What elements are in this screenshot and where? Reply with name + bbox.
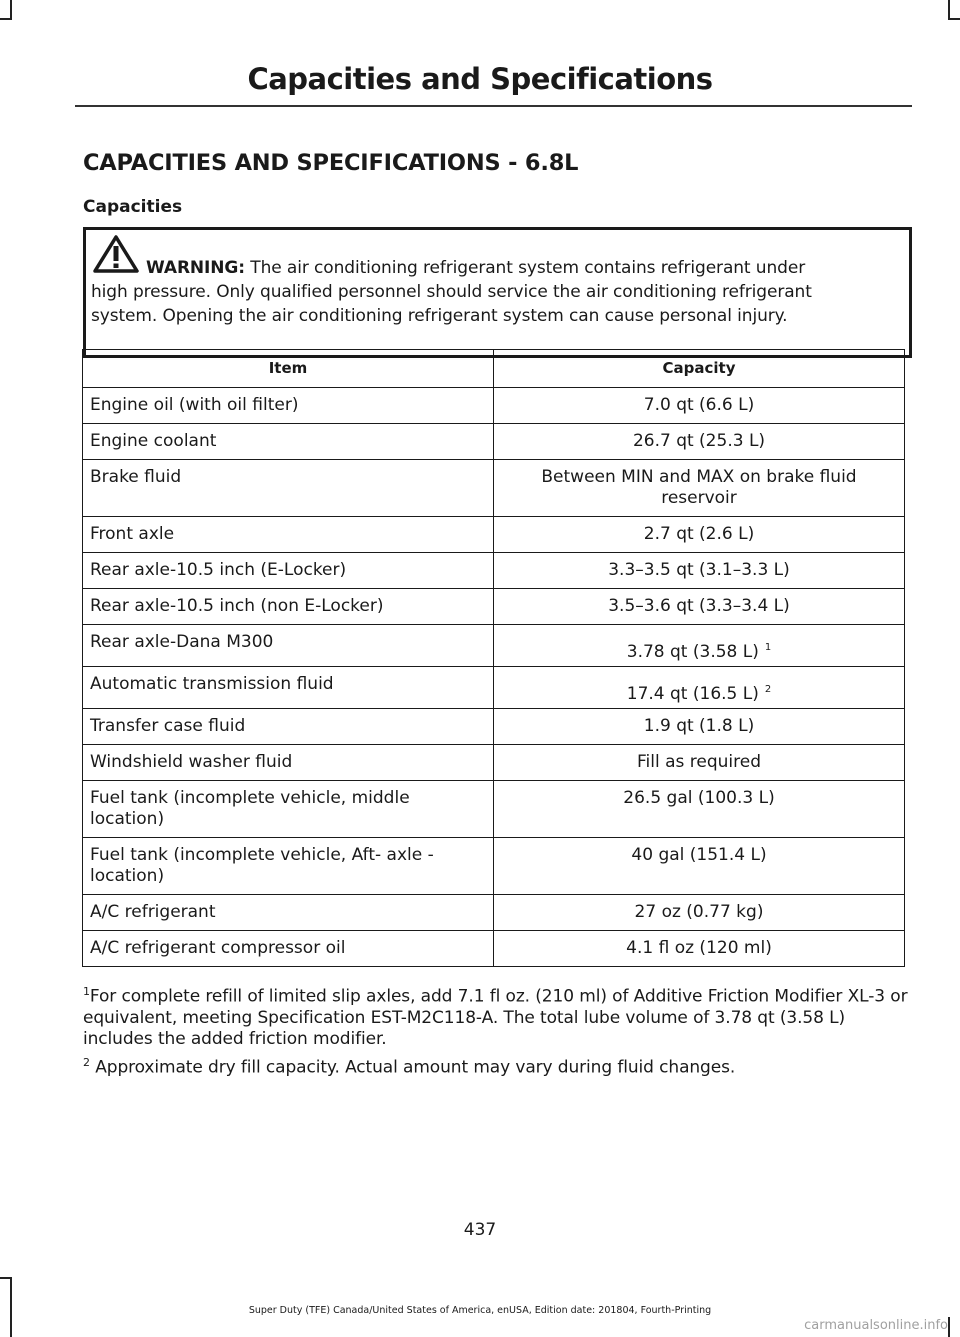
footnote-mark: 2 (764, 684, 772, 695)
footnotes (83, 981, 909, 1080)
table-row (83, 838, 905, 895)
capacity-cell: 7.0 qt (6.6 L) (494, 388, 905, 424)
item-cell (83, 781, 494, 838)
table-row (83, 667, 905, 709)
edition-footer: Super Duty (TFE) Canada/United States of America, enUSA, Edition date: 201804, Fourth-Printing (248, 1305, 712, 1316)
table-row (83, 424, 905, 460)
header-divider (75, 105, 912, 107)
table-row (83, 388, 905, 424)
capacity-cell: 4.1 fl oz (120 ml) (494, 931, 905, 967)
capacity-value: 17.4 qt (16.5 L) (626, 684, 759, 704)
table-header-row (83, 350, 905, 388)
crop-mark (0, 1277, 12, 1279)
item-text-line2: location) (90, 809, 165, 829)
capacity-cell: 3.3–3.5 qt (3.1–3.3 L) (494, 553, 905, 589)
watermark: carmanualsonline.info (804, 1318, 948, 1333)
warning-text-line1: The air conditioning refrigerant system contains refrigerant under (250, 258, 806, 278)
item-text-line1: Fuel tank (incomplete vehicle, Aft- axle - (90, 845, 434, 865)
column-header-item: Item (83, 350, 494, 388)
item-text-line1: Fuel tank (incomplete vehicle, middle (90, 788, 410, 808)
column-header-capacity: Capacity (494, 350, 905, 388)
page-header-title: Capacities and Specifications (247, 62, 713, 96)
capacities-table (82, 349, 905, 967)
item-cell: Automatic transmission fluid (83, 667, 494, 709)
footnote-mark: 1 (764, 642, 772, 653)
capacity-value: 3.78 qt (3.58 L) (626, 642, 759, 662)
footnote-2-mark: 2 (83, 1055, 90, 1069)
capacity-cell: 27 oz (0.77 kg) (494, 895, 905, 931)
footnote-1-mark: 1 (83, 985, 90, 998)
footnote-2 (83, 1052, 909, 1079)
page-number: 437 (463, 1220, 497, 1240)
capacity-cell (494, 625, 905, 667)
warning-text-line3: system. Opening the air conditioning refrigerant system can cause personal injury. (91, 306, 788, 326)
crop-mark (0, 18, 12, 20)
item-cell: Rear axle-10.5 inch (non E-Locker) (83, 589, 494, 625)
warning-box (83, 227, 912, 358)
table-row (83, 895, 905, 931)
capacity-cell (494, 460, 905, 517)
table-row (83, 589, 905, 625)
crop-mark (948, 0, 950, 20)
table-row (83, 553, 905, 589)
item-cell: Windshield washer fluid (83, 745, 494, 781)
table-row (83, 709, 905, 745)
capacity-cell: 40 gal (151.4 L) (494, 838, 905, 895)
item-cell: Rear axle-10.5 inch (E-Locker) (83, 553, 494, 589)
table-row (83, 745, 905, 781)
item-cell: Front axle (83, 517, 494, 553)
crop-mark (948, 18, 960, 20)
warning-triangle-icon (92, 234, 140, 274)
item-cell: Brake fluid (83, 460, 494, 517)
section-title: CAPACITIES AND SPECIFICATIONS - 6.8L (83, 150, 579, 176)
capacity-cell: 2.7 qt (2.6 L) (494, 517, 905, 553)
crop-mark (10, 0, 12, 20)
item-cell: A/C refrigerant compressor oil (83, 931, 494, 967)
warning-text-line2: high pressure. Only qualified personnel should service the air conditioning refrigerant (91, 282, 812, 302)
item-text-line2: location) (90, 866, 165, 886)
item-cell: Engine oil (with oil filter) (83, 388, 494, 424)
item-cell: Rear axle-Dana M300 (83, 625, 494, 667)
crop-mark (948, 1317, 950, 1337)
table-row (83, 931, 905, 967)
footnote-1-text: For complete refill of limited slip axles, add 7.1 fl oz. (210 ml) of Additive Friction Modifier XL-3 or equivalent, meeting Specification EST-M2C118-A. The total lube volume of 3.78 qt (3.58 L) includes the added friction modifier. (83, 986, 908, 1049)
table-row (83, 517, 905, 553)
item-cell: Engine coolant (83, 424, 494, 460)
footnote-1 (83, 981, 909, 1050)
capacity-cell: Fill as required (494, 745, 905, 781)
capacity-text-line2: reservoir (661, 488, 737, 508)
item-cell: Transfer case fluid (83, 709, 494, 745)
footnote-2-text: Approximate dry fill capacity. Actual amount may vary during fluid changes. (95, 1057, 736, 1078)
capacity-text-line1: Between MIN and MAX on brake fluid (541, 467, 857, 487)
item-cell (83, 838, 494, 895)
capacity-cell: 26.7 qt (25.3 L) (494, 424, 905, 460)
table-row (83, 460, 905, 517)
warning-label: WARNING: (146, 258, 245, 278)
table-row (83, 781, 905, 838)
capacity-cell: 26.5 gal (100.3 L) (494, 781, 905, 838)
table-row (83, 625, 905, 667)
item-cell: A/C refrigerant (83, 895, 494, 931)
capacity-cell: 3.5–3.6 qt (3.3–3.4 L) (494, 589, 905, 625)
capacity-cell: 1.9 qt (1.8 L) (494, 709, 905, 745)
subsection-title: Capacities (83, 197, 183, 217)
capacity-cell (494, 667, 905, 709)
